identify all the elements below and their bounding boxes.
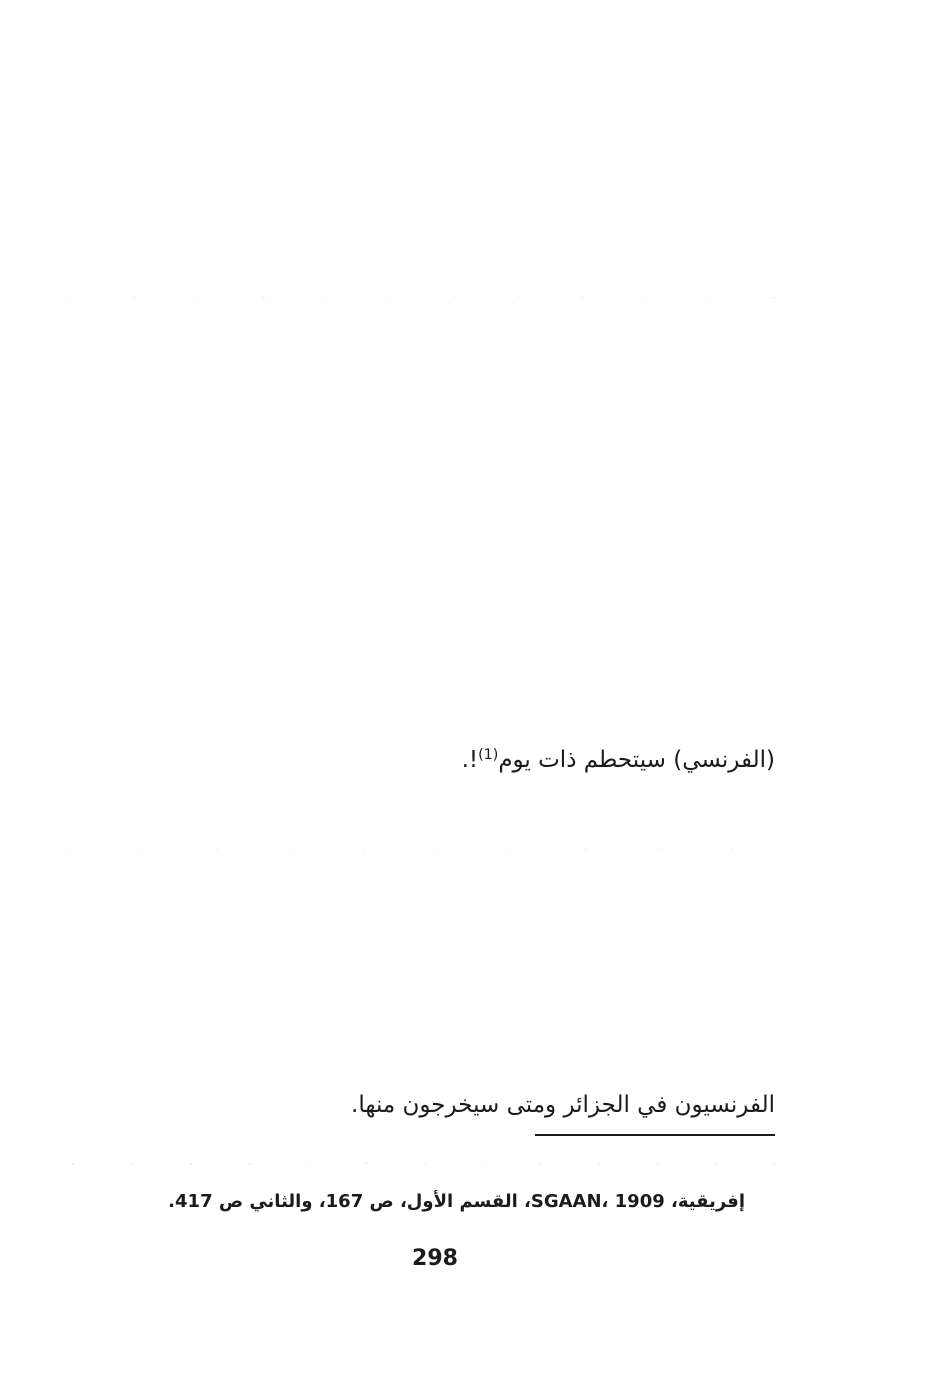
text-line	[70, 914, 775, 957]
text-line	[70, 697, 775, 739]
text-line	[70, 957, 775, 1000]
text-line	[70, 739, 775, 781]
text-line	[70, 571, 775, 613]
text-line	[70, 999, 775, 1042]
footnote-reference: (1)	[478, 747, 499, 764]
line-end-punctuation: !.	[461, 747, 479, 773]
text-line	[70, 151, 775, 193]
page-number: 298	[412, 1246, 458, 1271]
text-line	[70, 277, 775, 319]
text-line	[70, 529, 775, 571]
text-line	[70, 361, 775, 403]
line-content	[462, 747, 775, 773]
text-line	[70, 193, 775, 235]
text-line	[70, 403, 775, 445]
footnote-separator	[535, 1134, 775, 1136]
text-line	[70, 613, 775, 655]
text-line	[70, 1084, 775, 1127]
paragraph	[70, 829, 775, 1127]
text-line	[70, 319, 775, 361]
text-line	[70, 445, 775, 487]
line-text: (الفرنسي) سيتحطم ذات يوم	[498, 747, 775, 773]
footnote-text: إفريقية، SGAAN، 1909، القسم الأول، ص 167، والثاني ص 417.	[168, 1191, 745, 1212]
footnote-line	[72, 1146, 775, 1183]
text-line	[70, 829, 775, 872]
text-line	[70, 109, 775, 151]
text-line	[70, 235, 775, 277]
text-line	[70, 487, 775, 529]
text-line	[70, 655, 775, 697]
text-line	[70, 1042, 775, 1085]
line-text: الفرنسيون في الجزائر ومتى سيخرجون منها.	[351, 1092, 775, 1118]
footnote-line	[72, 1183, 775, 1220]
footnote	[72, 1146, 775, 1220]
text-line	[70, 872, 775, 915]
paragraph	[70, 109, 775, 781]
